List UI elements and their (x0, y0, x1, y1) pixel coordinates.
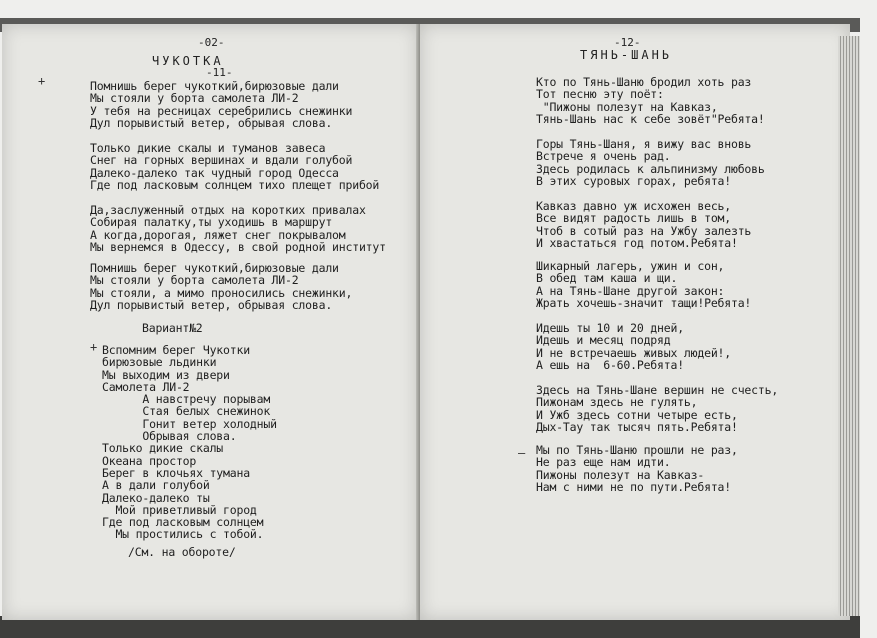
right-stanza-3: Кавказ давно уж исхожен весь, Все видят радость лишь в том, Чтоб в сотый раз на Ужбу залезть И хвастаться год потом.Ребята! (536, 199, 752, 250)
right-page-number: -12- (614, 36, 641, 49)
right-stanza-6: Здесь на Тянь-Шане вершин не счесть, Пижонам здесь не гулять, И Ужб здесь сотни четыре есть, Дых-Тау так тысяч пять.Ребята! (536, 383, 779, 434)
right-stanza-5: Идешь ты 10 и 20 дней, Идешь и месяц подряд И не встречаешь живых людей!, А ешь на 6-60.Ребята! (536, 321, 731, 372)
variant-label: Вариант№2 (142, 321, 203, 335)
left-stanza-3: Да,заслуженный отдых на коротких привалах Собирая палатку,ты уходишь в маршрут А когда,дорогая, ляжет снег покрывалом Мы вернемся в Одессу, в свой родной институт (90, 203, 386, 254)
margin-plus-mark-2: + (90, 340, 98, 354)
right-stanza-2: Горы Тянь-Шаня, я вижу вас вновь Встрече я очень рад. Здесь родилась к альпинизму любовь В этих суровых горах, ребята! (536, 137, 765, 188)
variant-lines: Вспомним берег Чукотки бирюзовые льдинки Мы выходим из двери Самолета ЛИ-2 А навстречу порывам Стая белых снежинок Гонит ветер холодный Обрывая слова. Только дикие скалы Океана простор Берег в клочьях тумана А в дали голубой Далеко-далеко ты Мой приветливый город Где под ласковым солнцем Мы простились с тобой. (102, 343, 277, 542)
right-stanza-7: Мы по Тянь-Шаню прошли не раз, Не раз еще нам идти. Пижоны полезут на Кавказ- Нам с ними не по пути.Ребята! (536, 443, 738, 494)
left-page-title: ЧУКОТКА (152, 54, 224, 68)
right-stanza-4: Шикарный лагерь, ужин и сон, В обед там каша и щи. А на Тянь-Шане другой закон: Жрать хочешь-значит тащи!Ребята! (536, 259, 752, 310)
margin-dash-mark: — (518, 446, 526, 460)
right-stanza-1: Кто по Тянь-Шаню бродил хоть раз Тот песню эту поёт: "Пижоны полезут на Кавказ, Тянь-Шань нас к себе зовёт"Ребята! (536, 75, 765, 126)
left-page-number: -02- (198, 36, 225, 49)
left-page-subnumber: -11- (206, 66, 233, 79)
left-page (2, 24, 420, 620)
left-stanza-4: Помнишь берег чукоткий,бирюзовые дали Мы стояли у борта самолета ЛИ-2 Мы стояли, а мимо проносились снежинки, Дул порывистый ветер, обрывая слова. (90, 261, 353, 312)
right-page (420, 24, 850, 620)
left-stanza-2: Только дикие скалы и туманов завеса Снег на горных вершинах и вдали голубой Далеко-далеко так чудный город Одесса Где под ласковым солнцем тихо плещет прибой (90, 141, 380, 192)
margin-plus-mark: + (38, 74, 46, 88)
right-page-title: ТЯНЬ-ШАНЬ (580, 48, 673, 62)
left-stanza-1: Помнишь берег чукоткий,бирюзовые дали Мы стояли у борта самолета ЛИ-2 У тебя на ресницах серебрились снежинки Дул порывистый ветер, обрывая слова. (90, 79, 353, 130)
footer-note: /См. на обороте/ (128, 545, 236, 559)
book-page-edges (838, 36, 860, 616)
